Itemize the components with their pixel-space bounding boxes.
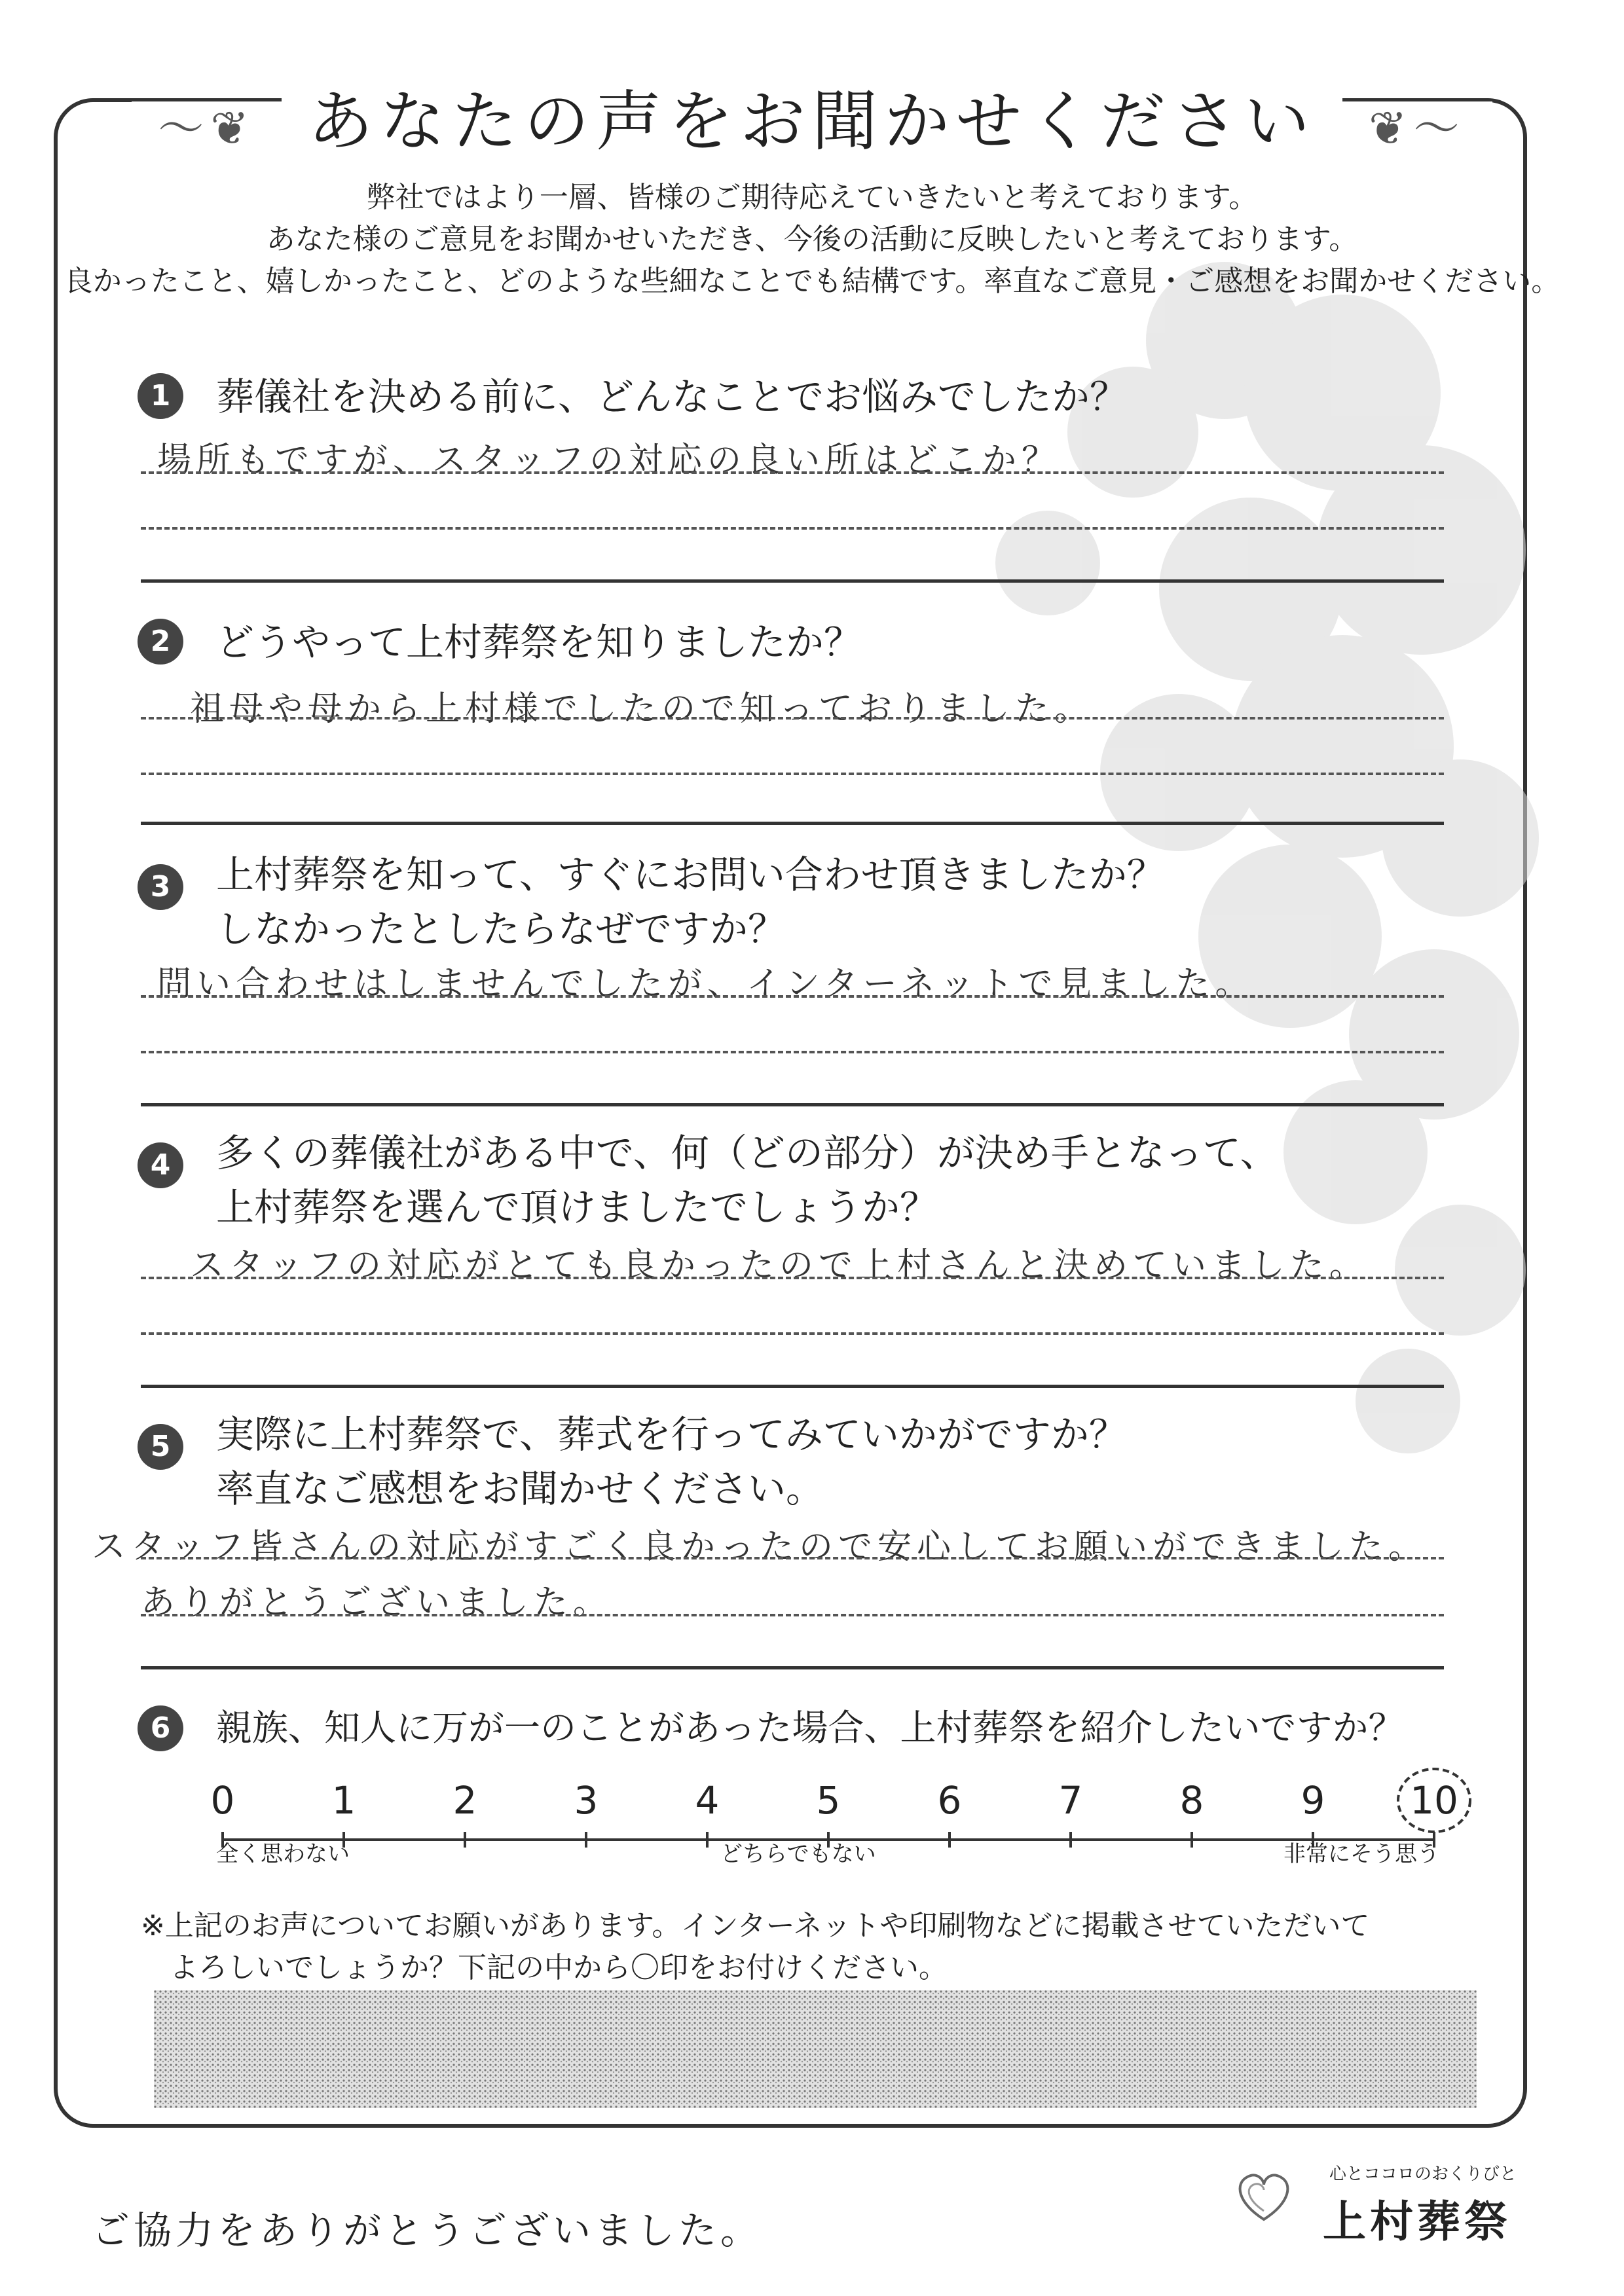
question-4-text-line-2: 上村葬祭を選んで頂けましたでしょうか？ (216, 1185, 938, 1230)
heart-logo-icon (1231, 2164, 1297, 2229)
rating-tick-label-9[interactable]: 9 (1301, 1778, 1325, 1823)
rating-tick-label-10[interactable]: 10 (1410, 1778, 1458, 1823)
answer-2-line-1: 祖母や母から上村様でしたので知っておりました。 (190, 689, 1094, 729)
question-5-text-line-1: 実際に上村葬祭で、葬式を行ってみていかがですか？ (216, 1412, 1127, 1457)
answer-line (141, 1051, 1444, 1053)
scale-label-mid: どちらでもない (720, 1841, 876, 1867)
answer-3-line-1: 問い合わせはしませんでしたが、インターネットで見ました。 (157, 964, 1255, 1004)
rating-tick-label-7[interactable]: 7 (1058, 1778, 1083, 1823)
question-3-text-line-2: しなかったとしたらなぜですか？ (216, 907, 786, 951)
scale-label-low: 全く思わない (216, 1841, 350, 1867)
section-divider (141, 1103, 1444, 1106)
section-divider (141, 1385, 1444, 1388)
redacted-consent-area (154, 1990, 1477, 2108)
question-2-text: どうやって上村葬祭を知りましたか？ (216, 620, 862, 665)
answer-5-line-1: スタッフ皆さんの対応がすごく良かったので安心してお願いができました。 (92, 1527, 1428, 1567)
rating-tick-label-3[interactable]: 3 (574, 1778, 599, 1823)
answer-line (141, 1277, 1444, 1279)
answer-line (141, 1557, 1444, 1559)
rating-tick-label-4[interactable]: 4 (695, 1778, 720, 1823)
answer-1-line-1: 場所もですが、スタッフの対応の良い所はどこか？ (157, 441, 1061, 480)
answer-4-line-1: スタッフの対応がとても良かったので上村さんと決めていました。 (190, 1246, 1369, 1285)
thanks-message: ご協力をありがとうございました。 (92, 2208, 763, 2253)
logo-name: 上村葬祭 (1323, 2196, 1511, 2247)
rating-tick-label-0[interactable]: 0 (210, 1778, 235, 1823)
title-flourish-left: 〜❦ (132, 101, 282, 155)
question-4-text-line-1: 多くの葬儀社がある中で、何（どの部分）が決め手となって、 (216, 1131, 1278, 1175)
question-number-6: 6 (138, 1705, 183, 1751)
answer-line (141, 995, 1444, 998)
title-flourish-right: ❦〜 (1342, 101, 1492, 155)
title-text: あなたの声をお聞かせください (282, 83, 1342, 160)
question-number-2: 2 (138, 619, 183, 665)
rating-tick-label-2[interactable]: 2 (452, 1778, 477, 1823)
answer-5-line-2: ありがとうございました。 (141, 1583, 613, 1622)
intro-text (0, 177, 1624, 302)
intro-line-1: 弊社ではより一層、皆様のご期待応えていきたいと考えております。 (366, 181, 1258, 214)
answer-line (141, 773, 1444, 775)
rating-tick-label-5[interactable]: 5 (816, 1778, 841, 1823)
section-divider (141, 579, 1444, 583)
answer-line (141, 717, 1444, 720)
rating-tick-label-6[interactable]: 6 (937, 1778, 962, 1823)
question-6-text: 親族、知人に万が一のことがあった場合、上村葬祭を紹介したいですか？ (216, 1707, 1405, 1749)
question-5-text-line-2: 率直なご感想をお聞かせください。 (216, 1467, 824, 1511)
question-number-5: 5 (138, 1424, 183, 1470)
form-title (0, 69, 1624, 163)
publication-note (141, 1905, 1370, 1989)
question-number-1: 1 (138, 373, 183, 419)
section-divider (141, 1666, 1444, 1669)
question-number-3: 3 (138, 864, 183, 910)
intro-line-2: あなた様のご意見をお聞かせいただき、今後の活動に反映したいと考えております。 (266, 223, 1358, 256)
note-line-2: よろしいでしょうか？下記の中から〇印をお付けください。 (170, 1951, 948, 1984)
answer-line (141, 471, 1444, 474)
answer-line (141, 1614, 1444, 1616)
section-divider (141, 822, 1444, 825)
question-number-4: 4 (138, 1142, 183, 1188)
rating-tick-label-8[interactable]: 8 (1179, 1778, 1204, 1823)
answer-line (141, 527, 1444, 530)
answer-line (141, 1332, 1444, 1335)
note-line-1: ※上記のお声についてお願いがあります。インターネットや印刷物などに掲載させていただいて (141, 1909, 1370, 1942)
intro-line-3: 良かったこと、嬉しかったこと、どのような些細なことでも結構です。率直なご意見・ご感想をお聞かせください。 (64, 264, 1560, 298)
question-3-text-line-1: 上村葬祭を知って、すぐにお問い合わせ頂きましたか？ (216, 852, 1165, 897)
scale-label-high: 非常にそう思う (1283, 1841, 1439, 1867)
question-1-text: 葬儀社を決める前に、どんなことでお悩みでしたか？ (216, 374, 1128, 419)
rating-tick-label-1[interactable]: 1 (331, 1778, 356, 1823)
logo-tagline: 心とココロのおくりびと (1329, 2164, 1517, 2184)
